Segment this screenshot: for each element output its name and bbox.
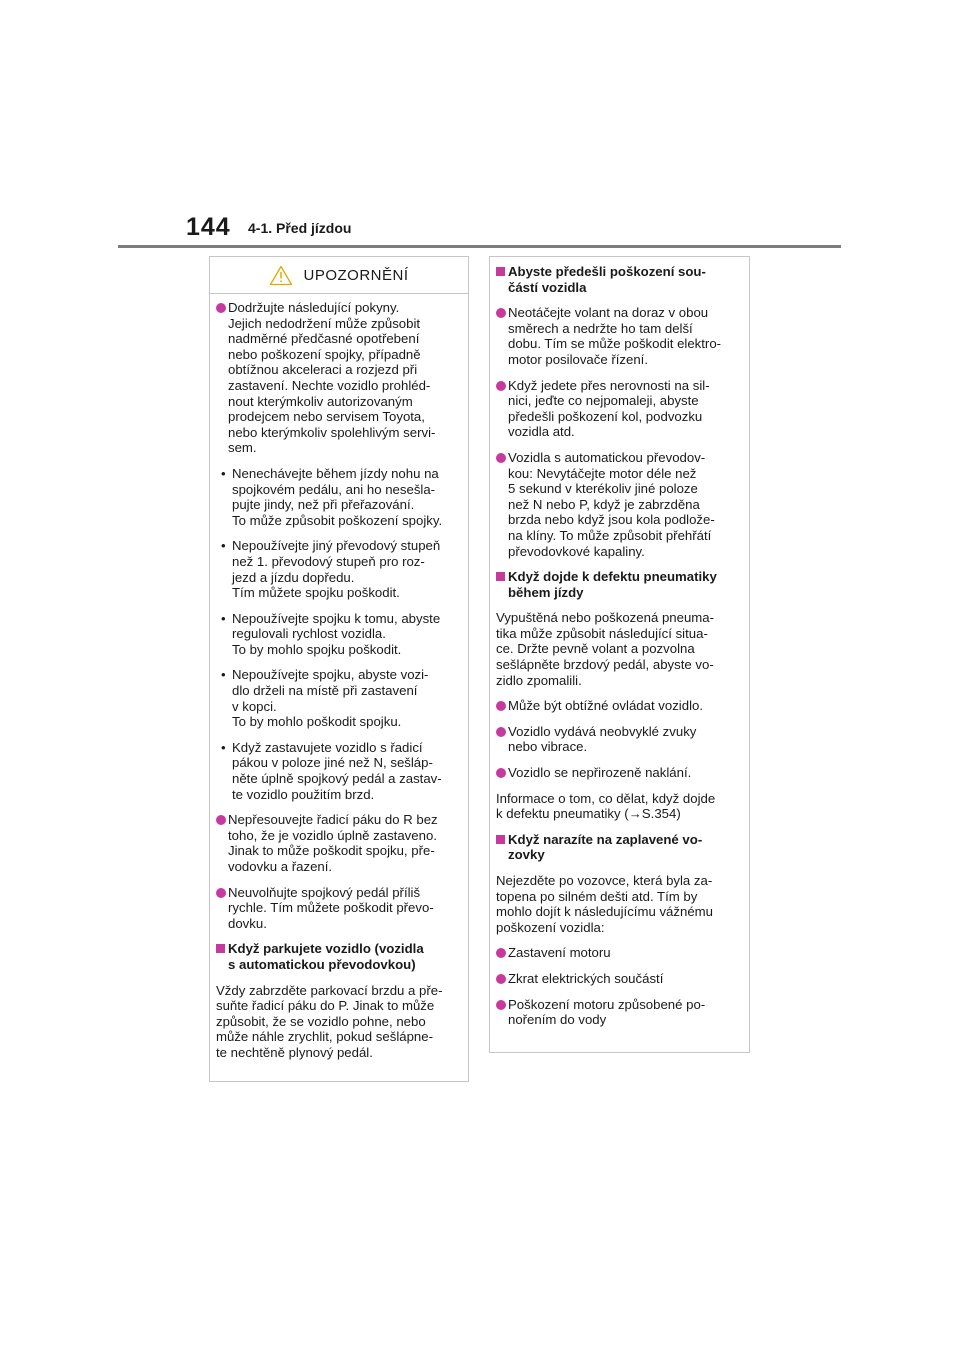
text-line: než 1. převodový stupeň pro roz- (232, 553, 425, 569)
text-line: Když narazíte na zaplavené vo- (508, 831, 703, 847)
text-line: než N nebo P, když je zabrzděna (508, 496, 700, 512)
warning-triangle-icon (269, 265, 293, 286)
subsection-heading (496, 569, 743, 600)
text-line: tika může způsobit následující situa- (496, 625, 708, 641)
text-line: Jinak to může poškodit spojku, pře- (228, 843, 435, 859)
text-line: 5 sekund v kterékoliv jiné poloze (508, 481, 698, 497)
text-line: dobu. Tím se může poškodit elektro- (508, 336, 722, 352)
sub-bullet-item (216, 466, 462, 528)
text-line: během jízdy (508, 584, 584, 600)
text-line: kou: Nevytáčejte motor déle než (508, 465, 697, 481)
text-line: vodovku a řazení. (228, 859, 333, 874)
text-line: rychle. Tím můžete poškodit převo- (228, 900, 434, 916)
text-line: nici, jeďte co nejpomaleji, abyste (508, 393, 699, 409)
text-line: vozidla atd. (508, 424, 575, 440)
text-line: zovky (508, 847, 545, 863)
text-line: Když parkujete vozidlo (vozidla (228, 941, 424, 957)
bullet-item (496, 765, 743, 781)
page-number: 144 (186, 213, 231, 241)
bullet-item (496, 305, 743, 367)
text-line: Když dojde k defektu pneumatiky (508, 569, 717, 585)
text-line: spojkovém pedálu, ani ho nesešla- (232, 481, 436, 497)
text-line: Když jedete přes nerovnosti na sil- (508, 377, 710, 393)
text-line: nebo vibrace. (508, 739, 588, 755)
text-line: může náhle zrychlit, pokud sešlápne- (216, 1029, 433, 1045)
paragraph (496, 873, 743, 935)
caution-title: UPOZORNĚNÍ (303, 266, 409, 284)
bullet-item (496, 450, 743, 559)
bullet-item (216, 812, 462, 874)
bullet-item (216, 300, 462, 456)
sub-bullet-item (216, 740, 462, 802)
info-content (490, 257, 749, 1028)
text-line: zidlo zpomalili. (496, 672, 582, 688)
text-line: Informace o tom, co dělat, když dojde (496, 790, 716, 806)
text-line: pákou v poloze jiné než N, sešláp- (232, 755, 433, 771)
text-line: k defektu pneumatiky (→S.354) (496, 806, 681, 822)
bullet-item (216, 885, 462, 932)
text-line: poškození vozidla: (496, 919, 605, 935)
text-line: suňte řadicí páku do P. Jinak to může (216, 998, 435, 1014)
paragraph (216, 983, 462, 1061)
paragraph (496, 791, 743, 822)
text-line: Vozidlo se nepřirozeně naklání. (508, 765, 692, 781)
text-line: • Nepoužívejte jiný převodový stupeň (232, 538, 441, 554)
text-line: Nejezděte po vozovce, která byla za- (496, 873, 713, 888)
text-line: te nechtěně plynový pedál. (216, 1044, 373, 1060)
text-line: • Nepoužívejte spojku k tomu, abyste (232, 610, 441, 626)
text-line: na klíny. To může způsobit přehřátí (508, 527, 712, 543)
bullet-item (496, 945, 743, 961)
bullet-item (496, 378, 743, 440)
subsection-heading (496, 264, 743, 295)
text-line: To může způsobit poškození spojky. (232, 512, 443, 528)
text-line: sem. (228, 440, 257, 456)
caution-box (209, 256, 469, 1082)
sub-bullet-item (216, 667, 462, 729)
text-line: topena po silném dešti atd. Tím by (496, 888, 698, 904)
text-line: obtížnou akceleraci a rozjezd při (228, 362, 418, 378)
text-line: • Nepoužívejte spojku, abyste vozi- (232, 667, 429, 683)
text-line: mohlo dojít k následujícímu vážnému (496, 904, 713, 920)
header-rule (118, 245, 841, 248)
text-line: regulovali rychlost vozidla. (232, 626, 386, 642)
text-line: něte úplně spojkový pedál a zastav- (232, 771, 442, 787)
text-line: te vozidlo použitím brzd. (232, 786, 375, 802)
text-line: To by mohlo spojku poškodit. (232, 641, 402, 657)
text-line: Vypuštěná nebo poškozená pneuma- (496, 610, 714, 626)
sub-bullet-item (216, 538, 462, 600)
text-line: dovku. (228, 915, 267, 931)
text-line: motor posilovače řízení. (508, 351, 648, 367)
subsection-heading (216, 941, 462, 972)
text-line: • Když zastavujete vozidlo s řadicí (232, 739, 423, 755)
text-line: Nepřesouvejte řadicí páku do R bez (228, 812, 438, 828)
text-line: Jejich nedodržení může způsobit (228, 315, 421, 331)
text-line: směrech a nedržte ho tam delší (508, 320, 693, 336)
bullet-item (496, 997, 743, 1028)
text-line: brzda nebo když jsou kola podlože- (508, 512, 715, 528)
caution-content (210, 294, 468, 1061)
text-line: s automatickou převodovkou) (228, 956, 416, 972)
text-line: částí vozidla (508, 279, 587, 295)
text-line: prodejcem nebo servisem Toyota, (228, 409, 425, 425)
text-line: Zkrat elektrických součástí (508, 970, 664, 986)
text-line: toho, že je vozidlo úplně zastaveno. (228, 827, 437, 843)
text-line: Neotáčejte volant na doraz v obou (508, 305, 709, 321)
text-line: převodovkové kapaliny. (508, 543, 645, 559)
text-line: To by mohlo poškodit spojku. (232, 714, 402, 730)
text-line: Zastavení motoru (508, 945, 611, 961)
text-line: • Nenechávejte během jízdy nohu na (232, 465, 439, 481)
bullet-item (496, 698, 743, 714)
sub-bullet-item (216, 611, 462, 658)
text-line: Vždy zabrzděte parkovací brzdu a pře- (216, 982, 443, 998)
text-line: Dodržujte následující pokyny. (228, 300, 400, 315)
text-line: Může být obtížné ovládat vozidlo. (508, 698, 703, 714)
text-line: Vozidla s automatickou převodov- (508, 449, 706, 465)
text-line: Abyste předešli poškození sou- (508, 264, 706, 279)
text-line: nadměrné předčasné opotřebení (228, 331, 420, 347)
text-line: dlo drželi na místě při zastavení (232, 683, 418, 699)
text-line: předešli poškození kol, podvozku (508, 408, 703, 424)
text-line: zastavení. Nechte vozidlo prohléd- (228, 377, 431, 393)
info-box (489, 256, 750, 1053)
bullet-item (496, 724, 743, 755)
text-line: způsobit, že se vozidlo pohne, nebo (216, 1013, 426, 1029)
text-line: nořením do vody (508, 1012, 607, 1028)
subsection-heading (496, 832, 743, 863)
caution-header (210, 257, 468, 294)
text-line: nebo poškození spojky, případně (228, 346, 421, 362)
text-line: v kopci. (232, 698, 277, 714)
text-line: Poškození motoru způsobené po- (508, 996, 706, 1012)
text-line: nout kterýmkoliv autorizovaným (228, 393, 413, 409)
text-line: jezd a jízdu dopředu. (232, 569, 355, 585)
text-line: Tím můžete spojku poškodit. (232, 585, 400, 601)
section-title: 4-1. Před jízdou (248, 220, 352, 236)
text-line: Neuvolňujte spojkový pedál příliš (228, 884, 421, 900)
paragraph (496, 610, 743, 688)
text-line: pujte jindy, než při přeřazování. (232, 497, 415, 513)
text-line: sešlápněte brzdový pedál, abyste vo- (496, 657, 714, 673)
text-line: ce. Držte pevně volant a pozvolna (496, 641, 695, 657)
text-line: nebo kterýmkoliv spolehlivým servi- (228, 424, 436, 440)
bullet-item (496, 971, 743, 987)
text-line: Vozidlo vydává neobvyklé zvuky (508, 723, 697, 739)
